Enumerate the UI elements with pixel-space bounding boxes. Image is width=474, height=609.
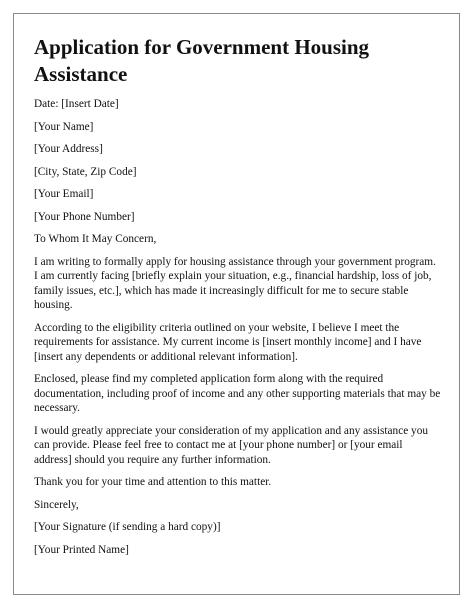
body-paragraph: I would greatly appreciate your consideration of my application and any assistance you can provide. Please feel free to contact me at [your phone number] or [your email address] should you require any further information. (34, 424, 429, 466)
letter-title: Application for Government Housing Assistance (34, 35, 370, 86)
body-paragraph: Enclosed, please find my completed application form along with the required documentation, including proof of income and any other supporting materials that may be necessary. (34, 373, 441, 414)
letter-page (13, 13, 460, 595)
sender-address: [Your Address] (34, 143, 103, 155)
printed-name-line: [Your Printed Name] (34, 543, 129, 556)
salutation: To Whom It May Concern, (34, 233, 157, 245)
letter-content (34, 34, 442, 565)
body-paragraph: Thank you for your time and attention to this matter. (34, 476, 272, 488)
date-line: Date: [Insert Date] (34, 98, 119, 110)
sender-city-state-zip: [City, State, Zip Code] (34, 165, 137, 178)
sender-phone: [Your Phone Number] (34, 210, 135, 223)
body-paragraph: According to the eligibility criteria outlined on your website, I believe I meet the requirements for assistance. My current income is [insert monthly income] and I have [insert any dependents or additional relevant information]. (34, 321, 422, 363)
sender-name: [Your Name] (34, 120, 94, 133)
signature-line: [Your Signature (if sending a hard copy)] (34, 521, 221, 533)
closing: Sincerely, (34, 498, 79, 511)
sender-email: [Your Email] (34, 188, 94, 200)
body-paragraph: I am writing to formally apply for housing assistance through your government program. I am currently facing [briefly explain your situation, e.g., financial hardship, loss of job, family issues, etc.], which has made it increasingly difficult for me to secure stable housing. (34, 255, 436, 311)
